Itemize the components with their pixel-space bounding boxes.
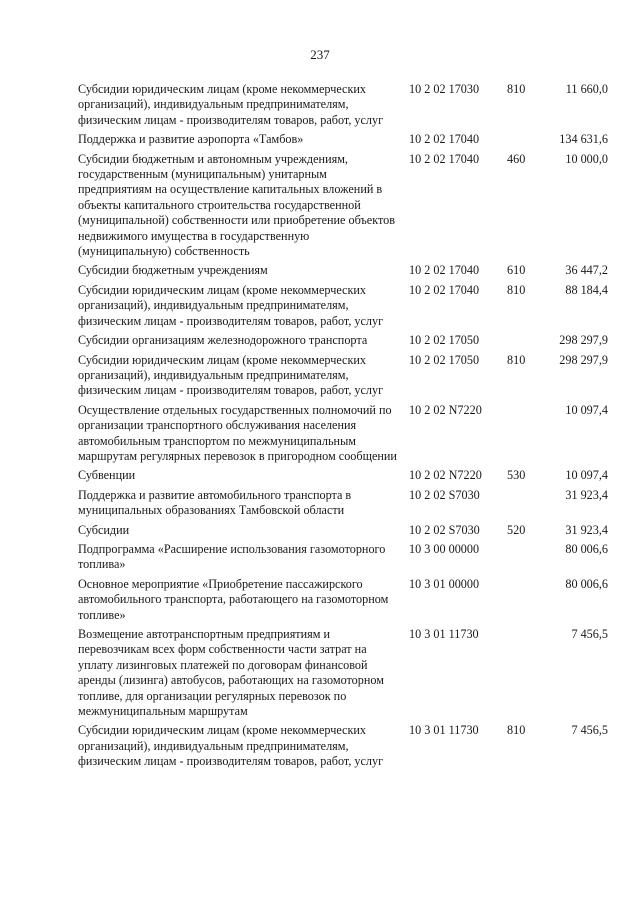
table-row	[78, 403, 608, 465]
row-code: 10 2 02 S7030	[409, 522, 480, 537]
row-code: 10 2 02 N7220	[409, 468, 482, 483]
row-amount: 80 006,6	[565, 576, 608, 591]
row-name: Основное мероприятие «Приобретение пассажирского автомобильного транспорта, работающего на газомоторном топливе»	[78, 576, 389, 622]
row-code: 10 2 02 17040	[409, 263, 480, 278]
row-type	[501, 333, 547, 348]
row-name: Субсидии юридическим лицам (кроме некоммерческих организаций), индивидуальным предпринимателям, физическим лицам - производителям товаров, работ, услуг	[78, 352, 384, 398]
row-name: Субсидии бюджетным учреждениям	[78, 263, 268, 278]
row-type: 810	[507, 82, 526, 96]
row-code: 10 2 02 17040	[409, 282, 480, 297]
row-name: Осуществление отдельных государственных полномочий по организации транспортного обслуживания населения автомобильным транспортом по межмуниципальным маршрутам регулярных перевозок в пригородном сообщении	[78, 402, 397, 463]
row-code: 10 2 02 17030	[409, 82, 480, 96]
table-row	[78, 333, 608, 348]
table-row	[78, 723, 608, 769]
table-row	[78, 488, 608, 519]
row-code: 10 2 02 S7030	[409, 487, 480, 502]
row-type: 610	[507, 263, 526, 278]
row-name: Субсидии юридическим лицам (кроме некоммерческих организаций), индивидуальным предпринимателям, физическим лицам - производителям товаров, работ, услуг	[78, 723, 384, 769]
row-code: 10 2 02 N7220	[409, 402, 482, 417]
row-type	[501, 577, 547, 623]
table-row	[78, 152, 608, 260]
row-type: 810	[507, 723, 526, 738]
row-name: Поддержка и развитие автомобильного транспорта в муниципальных образованиях Тамбовской области	[78, 487, 352, 518]
table-row	[78, 577, 608, 623]
row-name: Субсидии юридическим лицам (кроме некоммерческих организаций), индивидуальным предпринимателям, физическим лицам - производителям товаров, работ, услуг	[78, 282, 384, 328]
row-amount: 10 097,4	[565, 402, 608, 417]
budget-table	[78, 82, 608, 774]
table-row	[78, 353, 608, 399]
table-row	[78, 283, 608, 329]
row-type: 460	[507, 151, 526, 166]
row-amount: 7 456,5	[571, 723, 608, 738]
row-amount: 80 006,6	[565, 541, 608, 556]
row-code: 10 3 01 11730	[409, 627, 479, 641]
row-type: 810	[507, 282, 526, 297]
row-code: 10 3 00 00000	[409, 541, 480, 556]
page-number: 237	[310, 47, 330, 62]
row-type	[501, 403, 547, 465]
row-amount: 134 631,6	[559, 132, 608, 147]
row-code: 10 2 02 17040	[409, 151, 480, 166]
row-type	[501, 627, 547, 719]
row-amount: 298 297,9	[559, 352, 608, 367]
row-type: 520	[507, 522, 526, 537]
table-row	[78, 263, 608, 278]
row-name: Субсидии бюджетным и автономным учреждениям, государственным (муниципальным) унитарным предприятиям на осуществление капитальных вложений в объекты капитального строительства государственной (муниципальной) собственности или приобретение объектов недвижимого имущества в государственную (муниципальную) собственность	[78, 151, 395, 259]
table-row	[78, 542, 608, 573]
row-amount: 11 660,0	[565, 82, 608, 96]
row-type	[501, 132, 547, 147]
row-amount: 36 447,2	[565, 263, 608, 278]
row-name: Субвенции	[78, 468, 136, 483]
row-name: Подпрограмма «Расширение использования газомоторного топлива»	[78, 541, 386, 572]
row-code: 10 3 01 00000	[409, 576, 480, 591]
row-amount: 7 456,5	[571, 627, 608, 641]
row-name: Субсидии юридическим лицам (кроме некоммерческих организаций), индивидуальным предпринимателям, физическим лицам - производителям товаров, работ, услуг	[78, 82, 384, 127]
row-code: 10 2 02 17040	[409, 132, 480, 147]
row-type	[501, 488, 547, 519]
row-amount: 88 184,4	[565, 282, 608, 297]
row-type: 810	[507, 352, 526, 367]
table-row	[78, 523, 608, 538]
row-code: 10 2 02 17050	[409, 333, 480, 348]
row-amount: 10 000,0	[565, 151, 608, 166]
row-name: Поддержка и развитие аэропорта «Тамбов»	[78, 132, 304, 147]
table-row	[78, 82, 608, 128]
row-amount: 298 297,9	[559, 333, 608, 348]
table-row	[78, 132, 608, 147]
row-amount: 10 097,4	[565, 468, 608, 483]
row-type	[501, 542, 547, 573]
table-row	[78, 468, 608, 483]
row-name: Субсидии организациям железнодорожного транспорта	[78, 333, 368, 348]
row-amount: 31 923,4	[565, 487, 608, 502]
row-type: 530	[507, 468, 526, 483]
row-amount: 31 923,4	[565, 522, 608, 537]
row-name: Субсидии	[78, 522, 130, 537]
table-row	[78, 627, 608, 719]
row-name: Возмещение автотранспортным предприятиям и перевозчикам всех форм собственности части затрат на уплату лизинговых платежей по договорам финансовой аренды (лизинга) автобусов, работающих на газомоторном топливе, для организации регулярных перевозок по межмуниципальным маршрутам	[78, 627, 384, 719]
row-code: 10 2 02 17050	[409, 352, 480, 367]
row-code: 10 3 01 11730	[409, 723, 479, 738]
